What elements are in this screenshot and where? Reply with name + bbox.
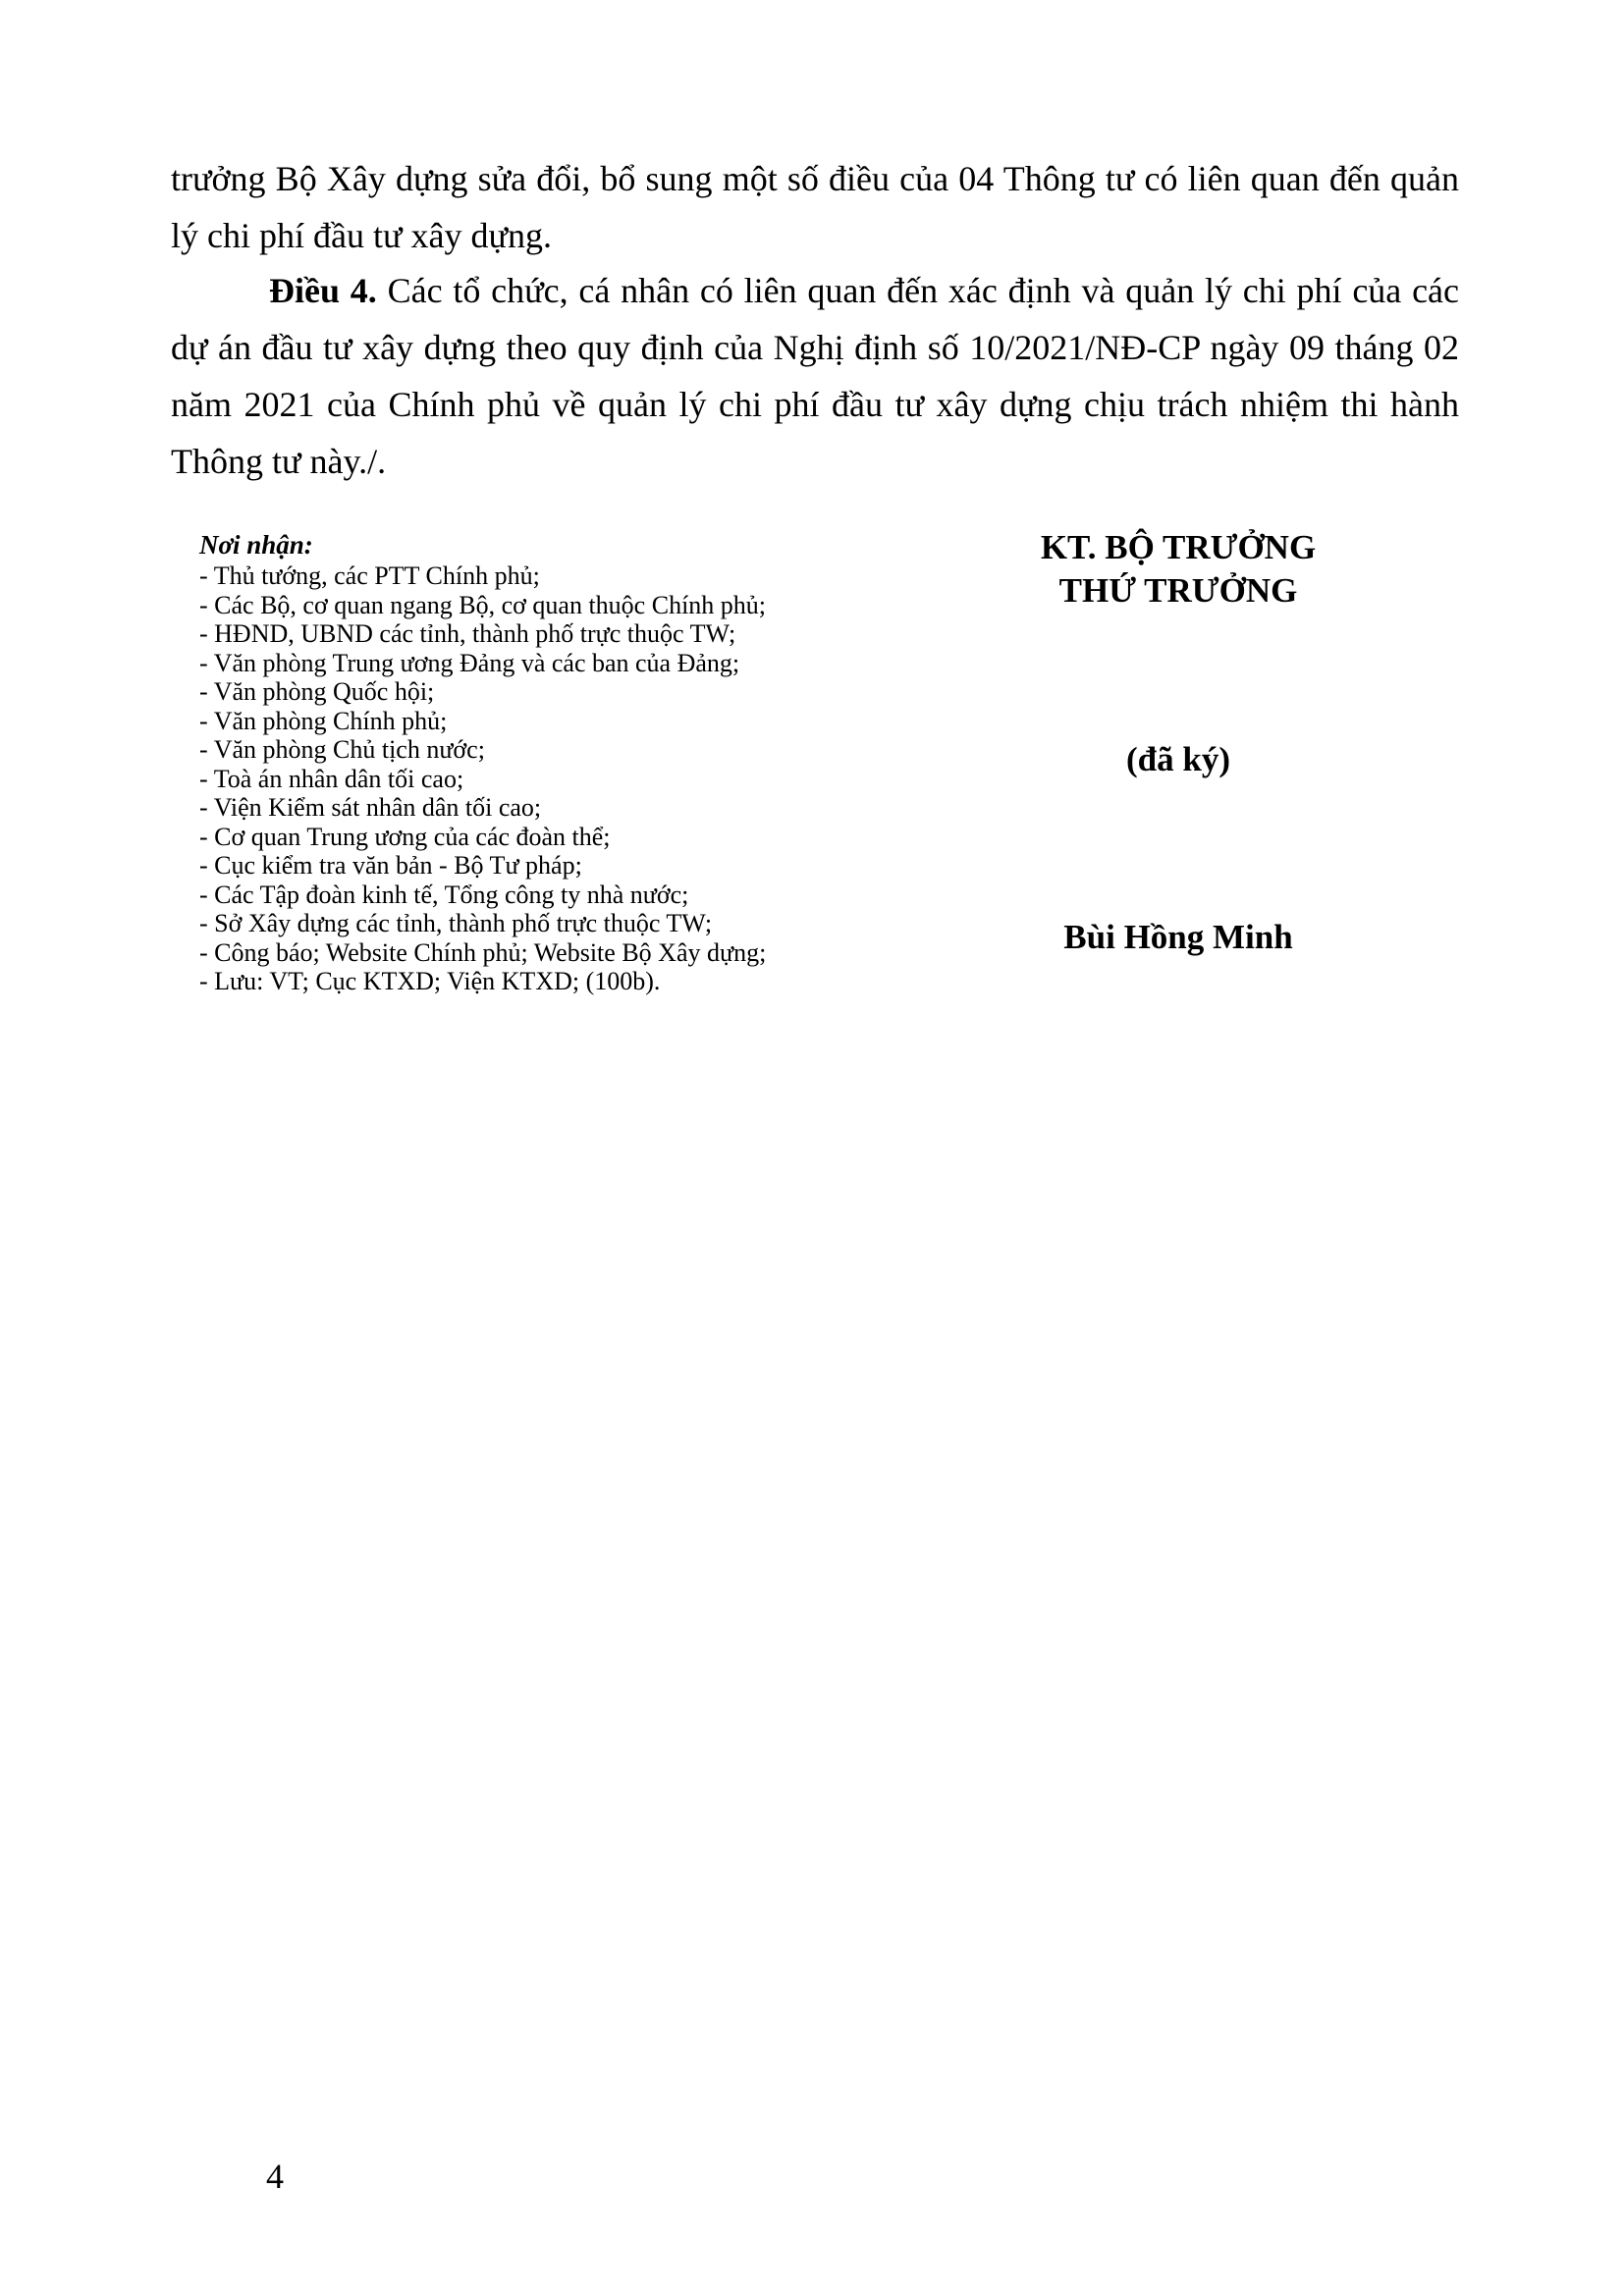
paragraph-text: trưởng Bộ Xây dựng sửa đổi, bổ sung một số điều của 04 Thông tư có liên quan đến quản lý chi phí đầu tư xây dựng. (171, 159, 1459, 255)
recipients-block (199, 528, 965, 996)
signature-title (982, 526, 1375, 613)
recipient-item: - Toà án nhân dân tối cao; (199, 764, 464, 793)
signature-line-minister: KT. BỘ TRƯỞNG (1040, 528, 1317, 566)
recipient-item: - Viện Kiểm sát nhân dân tối cao; (199, 793, 542, 822)
recipient-item: - Văn phòng Quốc hội; (199, 677, 435, 706)
page-number: 4 (266, 2157, 284, 2196)
recipient-item: - Công báo; Website Chính phủ; Website Bộ Xây dựng; (199, 937, 767, 967)
recipient-item: - Cơ quan Trung ương của các đoàn thể; (199, 822, 611, 851)
recipient-item: - HĐND, UBND các tỉnh, thành phố trực thuộc TW; (199, 619, 736, 648)
signer-name: Bùi Hồng Minh (1063, 918, 1293, 956)
recipient-item: - Văn phòng Trung ương Đảng và các ban của Đảng; (199, 648, 740, 677)
paragraph-continuation (171, 150, 1459, 264)
recipient-item: - Các Bộ, cơ quan ngang Bộ, cơ quan thuộc Chính phủ; (199, 590, 767, 619)
recipient-item: - Các Tập đoàn kinh tế, Tổng công ty nhà nước; (199, 880, 689, 909)
article-label: Điều 4. (269, 271, 377, 310)
recipient-item: - Cục kiểm tra văn bản - Bộ Tư pháp; (199, 851, 582, 880)
recipients-title: Nơi nhận: (199, 530, 313, 560)
recipient-item: - Thủ tướng, các PTT Chính phủ; (199, 561, 540, 590)
recipient-item: - Văn phòng Chủ tịch nước; (199, 735, 485, 764)
recipients-list (199, 561, 965, 996)
recipient-item: - Văn phòng Chính phủ; (199, 706, 448, 735)
signed-mark: (đã ký) (1126, 740, 1230, 778)
signature-line-deputy: THỨ TRƯỞNG (1058, 571, 1298, 610)
recipient-item: - Sở Xây dựng các tỉnh, thành phố trực thuộc TW; (199, 909, 713, 937)
recipient-item: - Lưu: VT; Cục KTXD; Viện KTXD; (100b). (199, 967, 661, 995)
paragraph-article-4 (171, 262, 1459, 490)
article-text: Các tổ chức, cá nhân có liên quan đến xác định và quản lý chi phí của các dự án đầu tư xây dựng theo quy định của Nghị định số 10/2021/NĐ-CP ngày 09 tháng 02 năm 2021 của Chính phủ về quản lý chi phí đầu tư xây dựng chịu trách nhiệm thi hành Thông tư này./. (171, 271, 1460, 481)
